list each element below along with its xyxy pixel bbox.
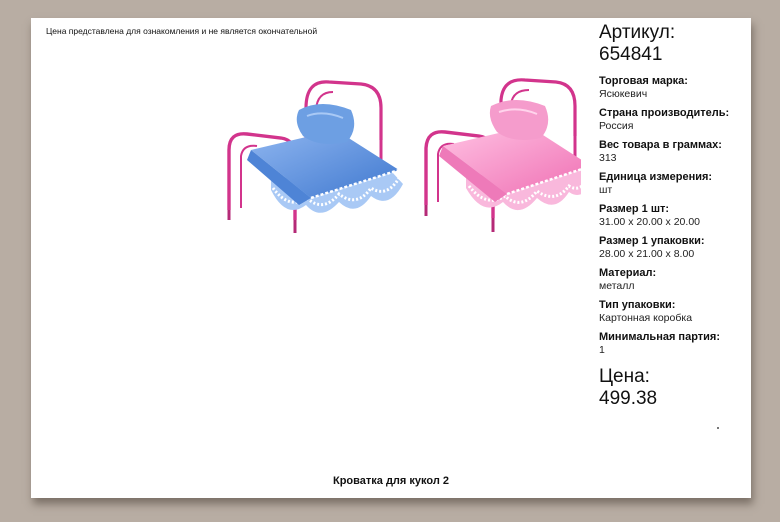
catalog-page (31, 18, 751, 498)
spec-package-type-label: Тип упаковки: (599, 299, 676, 311)
spec-panel (599, 18, 749, 410)
spec-country-value: Россия (599, 120, 634, 132)
article-number: 654841 (599, 44, 663, 65)
spec-brand-value: Ясюкевич (599, 88, 648, 100)
spec-min-batch-label: Минимальная партия: (599, 331, 720, 343)
price-value: 499.38 (599, 388, 658, 409)
spec-item-size-value: 31.00 x 20.00 x 20.00 (599, 216, 700, 228)
spec-weight-value: 313 (599, 152, 617, 164)
article-label: Артикул: (599, 22, 676, 43)
price-notice: Цена представлена для ознакомления и не является окончательной (46, 26, 318, 36)
spec-min-batch-value: 1 (599, 344, 605, 356)
spec-unit-label: Единица измерения: (599, 171, 713, 183)
spec-item-size-label: Размер 1 шт: (599, 203, 670, 215)
spec-weight-label: Вес товара в граммах: (599, 139, 722, 151)
spec-unit-value: шт (599, 184, 613, 196)
spec-country-label: Страна производитель: (599, 107, 730, 119)
price-label: Цена: (599, 366, 650, 387)
product-photo (211, 70, 581, 250)
stray-dot (717, 427, 719, 429)
spec-material-value: металл (599, 280, 635, 292)
spec-package-type-value: Картонная коробка (599, 312, 693, 324)
spec-brand-label: Торговая марка: (599, 75, 688, 87)
spec-package-size-value: 28.00 x 21.00 x 8.00 (599, 248, 695, 260)
spec-material-label: Материал: (599, 267, 657, 279)
pink-doll-bed (426, 80, 581, 232)
blue-doll-bed (229, 82, 403, 233)
product-name: Кроватка для кукол 2 (333, 475, 449, 487)
spec-package-size-label: Размер 1 упаковки: (599, 235, 705, 247)
